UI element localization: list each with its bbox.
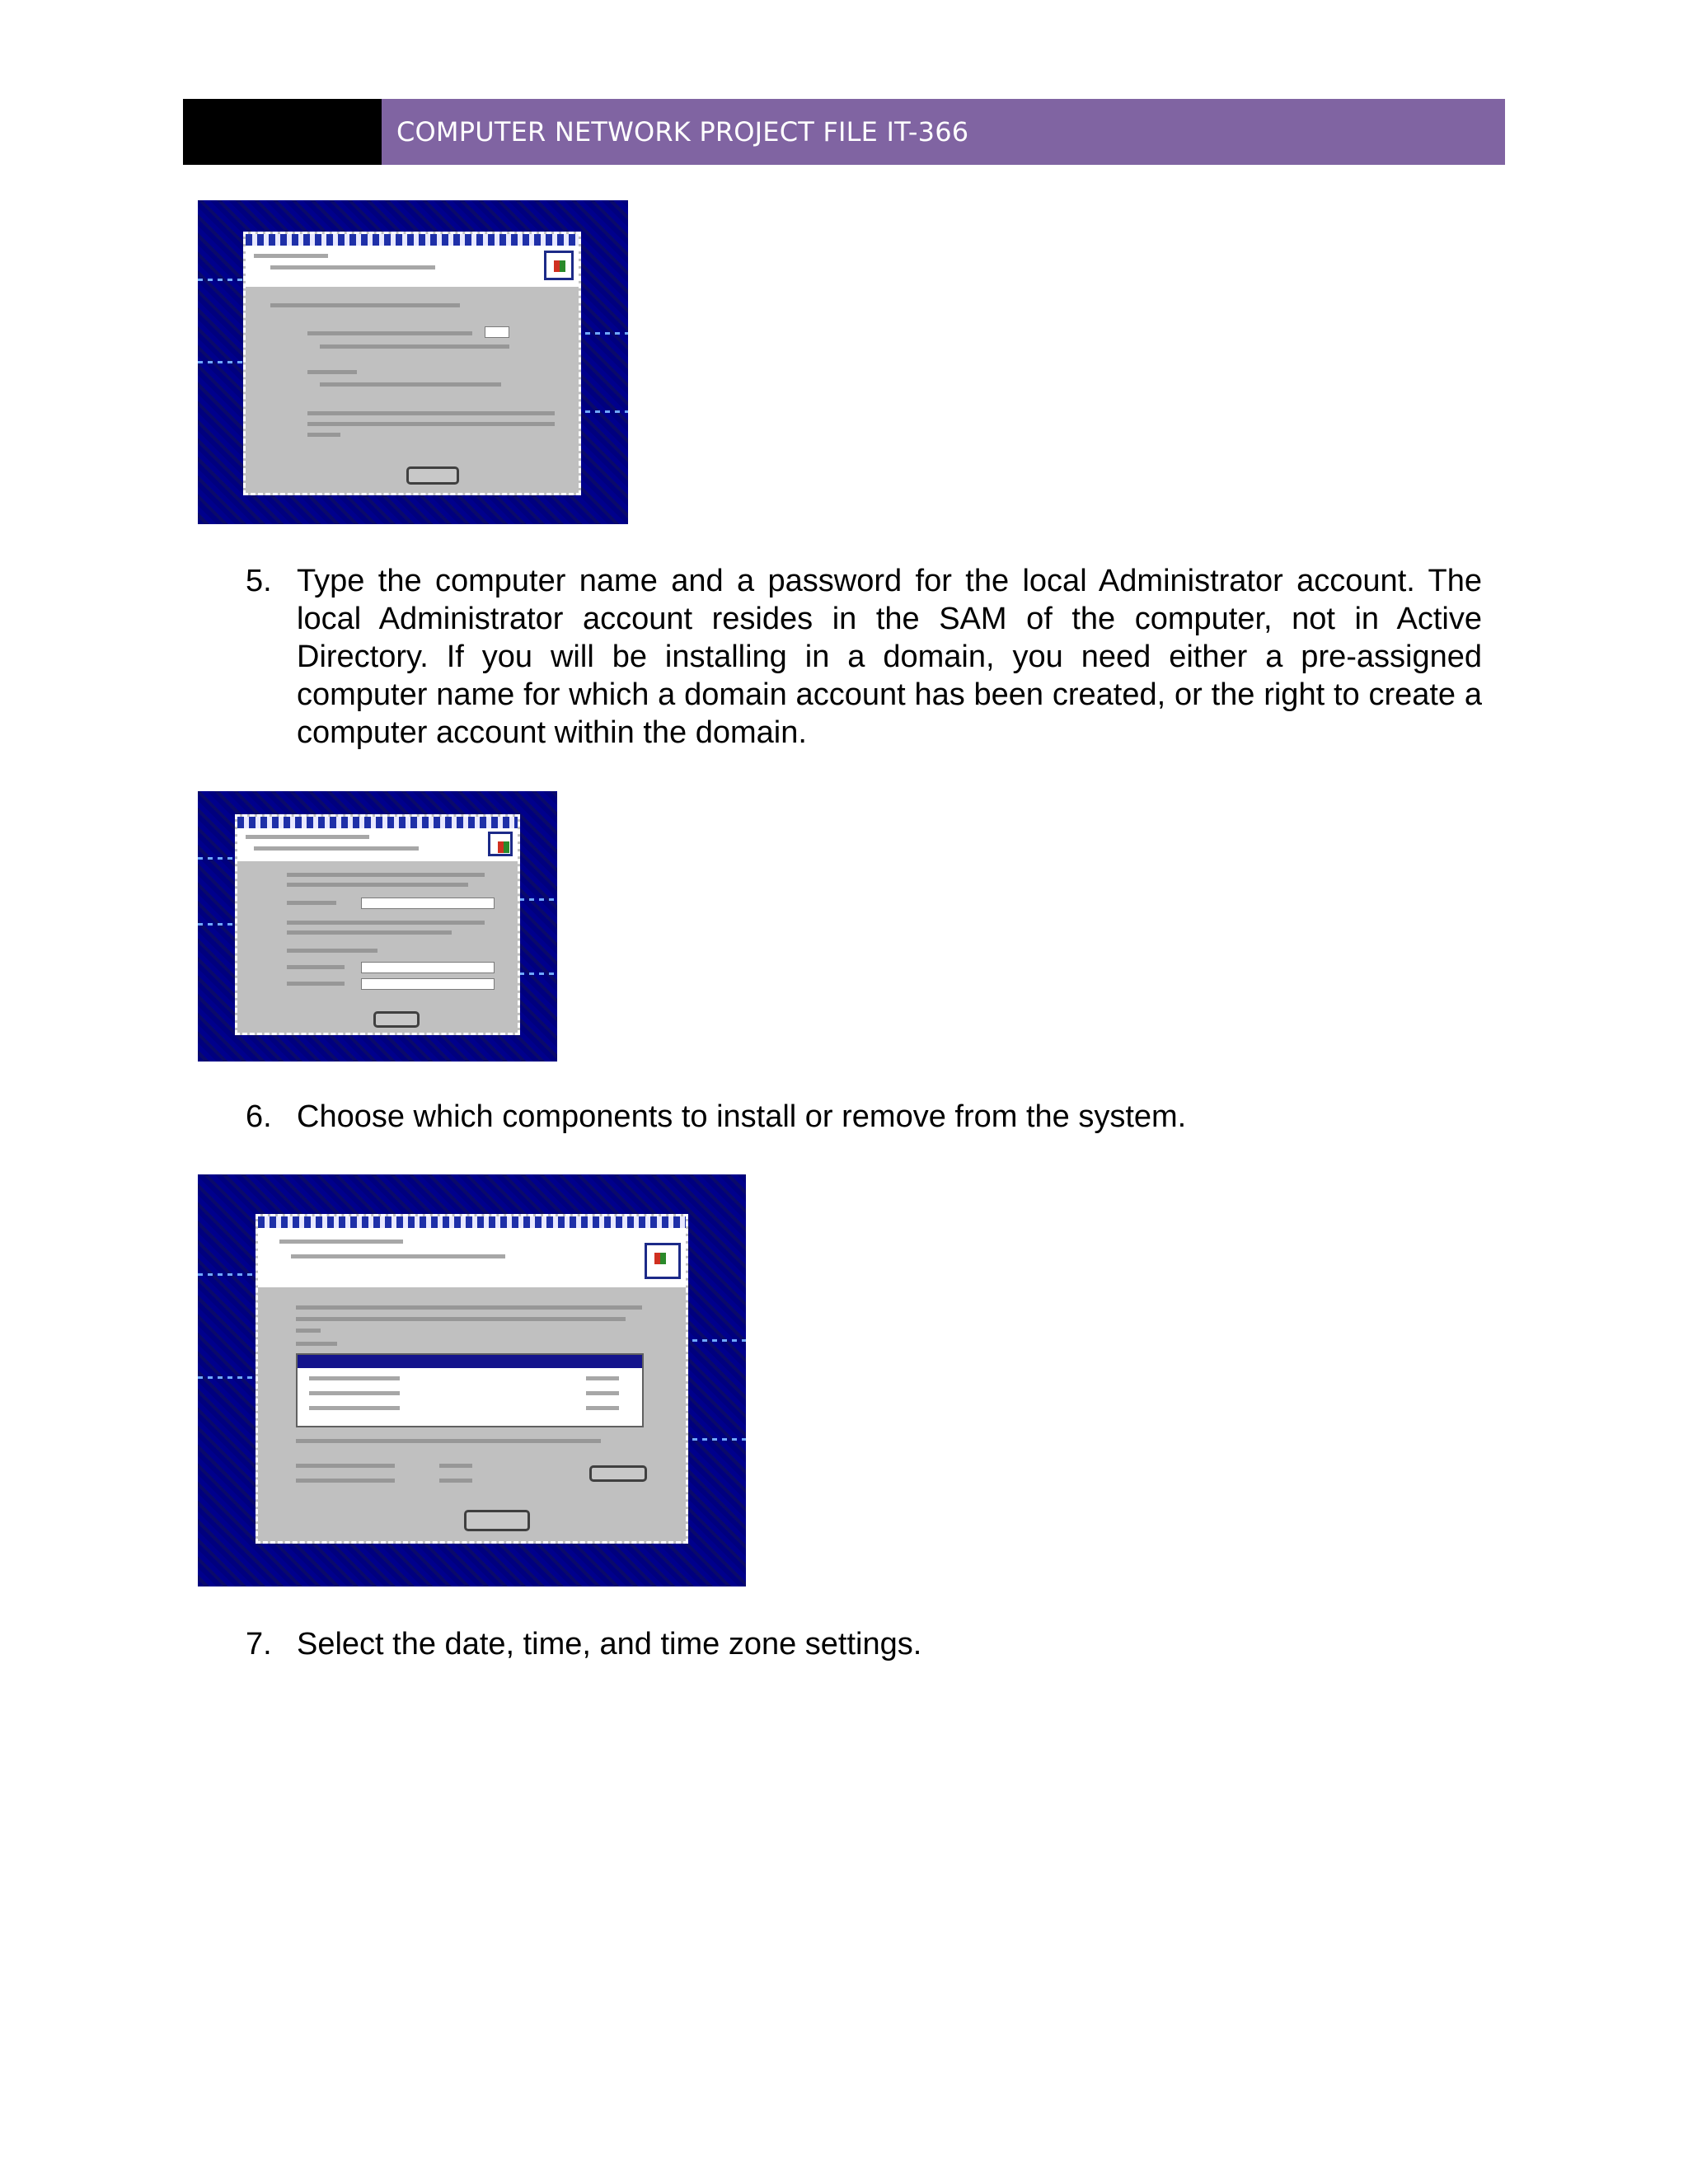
page-header	[183, 99, 1505, 165]
setup-dialog-window	[243, 232, 581, 495]
windows-logo-icon	[544, 251, 574, 280]
header-title: COMPUTER NETWORK PROJECT FILE IT-366	[382, 99, 1505, 165]
windows-logo-icon	[645, 1243, 681, 1279]
list-item-text: Choose which components to install or remove from the system.	[297, 1099, 1187, 1134]
dialog-header	[246, 246, 579, 287]
dialog-next-button	[373, 1011, 420, 1028]
header-black-block	[183, 99, 382, 165]
list-item-text: Type the computer name and a password for the local Administrator account. The local Administrator account resides in the SAM of the computer, not in Active Directory. If you will be installing in a domain, you need either a pre-assigned computer name for which a domain account has been created, or the right to create a computer account within the domain.	[297, 564, 1482, 750]
list-item	[246, 1625, 1482, 1663]
list-item-number: 5.	[246, 564, 272, 598]
list-item-text: Select the date, time, and time zone settings.	[297, 1627, 922, 1661]
screenshot-setup-dialog	[198, 200, 628, 524]
windows-logo-icon	[488, 832, 513, 856]
list-item-number: 6.	[246, 1099, 272, 1134]
dialog-titlebar	[246, 234, 579, 246]
dialog-header	[258, 1228, 686, 1287]
computer-name-dialog-window	[235, 814, 520, 1035]
screenshot-components-dialog	[198, 1174, 746, 1586]
selected-component-row	[298, 1355, 642, 1368]
dialog-details-button	[589, 1465, 647, 1482]
dialog-next-button	[464, 1510, 530, 1531]
components-dialog-window	[256, 1214, 688, 1544]
dialog-titlebar	[237, 817, 518, 828]
list-item-number: 7.	[246, 1627, 272, 1661]
dialog-titlebar	[258, 1216, 686, 1228]
list-item	[246, 562, 1482, 752]
screenshot-computer-name-dialog	[198, 791, 557, 1062]
dialog-header	[237, 828, 518, 861]
components-list	[296, 1353, 644, 1427]
dialog-next-button	[406, 466, 459, 485]
list-item	[246, 1098, 1482, 1136]
